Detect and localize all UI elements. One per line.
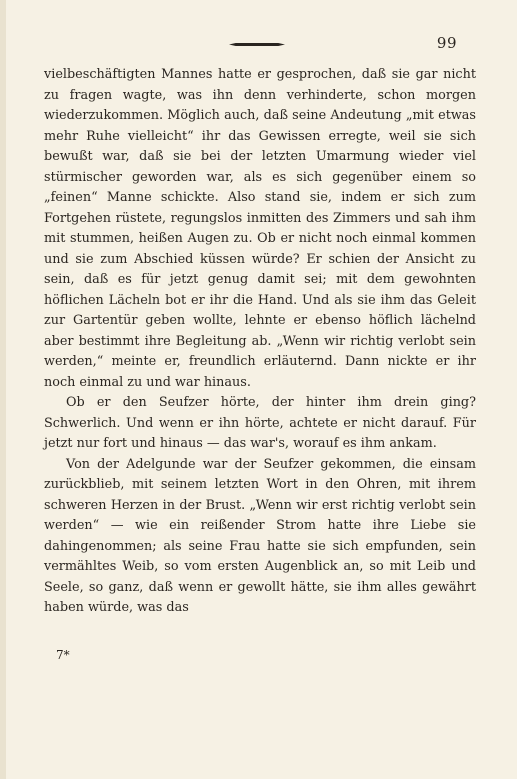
page-header <box>6 34 517 54</box>
page-number: 99 <box>436 34 457 52</box>
signature-mark: 7* <box>56 648 70 662</box>
paragraph: Von der Adelgunde war der Seufzer gekommen, die einsam zurückblieb, mit seinem letzten Wort in den Ohren, mit ihrem schweren Herzen in der Brust. „Wenn wir erst richtig verlobt sein werden“ — wie ein reißender Strom hatte ihre Liebe sie dahingenommen; als seine Frau hatte sie sich empfunden, sein vermähltes Weib, so vom ersten Augenblick an, so mit Leib und Seele, so ganz, daß wenn er gewollt hätte, sie ihm alles gewährt haben würde, was das <box>44 456 476 615</box>
paragraph: Ob er den Seufzer hörte, der hinter ihm drein ging? Schwerlich. Und wenn er ihn hörte, achtete er nicht darauf. Für jetzt nur fort und hinaus — das war's, worauf es ihm ankam. <box>44 395 476 451</box>
paragraph: vielbeschäftigten Mannes hatte er gesprochen, daß sie gar nicht zu fragen wagte, was ihn denn verhinderte, schon morgen wiederzukommen. Möglich auch, daß seine Andeutung „mit etwas mehr Ruhe vielleicht“ ihr das Gewissen erregte, weil sie sich bewußt war, daß sie bei der letzten Umarmung wieder viel stürmischer geworden war, als es sich gegenüber einem so „feinen“ Manne schickte. Also stand sie, indem er sich zum Fortgehen rüstete, regungslos inmitten des Zimmers und sah ihm mit stummen, heißen Augen zu. Ob er nicht noch einmal kommen und sie zum Abschied küssen würde? Er schien der Ansicht zu sein, daß es für jetzt genug damit sei; mit dem gewohnten höflichen Lächeln bot er ihr die Hand. Und als sie ihm das Geleit zur Gartentür geben wollte, lehnte er ebenso höflich lächelnd aber bestimmt ihre Begleitung ab. „Wenn wir richtig verlobt sein werden,“ meinte er, freundlich erläuternd. Dann nickte er ihr noch einmal zu und war hinaus. <box>44 67 476 390</box>
body-text <box>44 65 476 619</box>
header-ornament-rule <box>229 43 285 46</box>
